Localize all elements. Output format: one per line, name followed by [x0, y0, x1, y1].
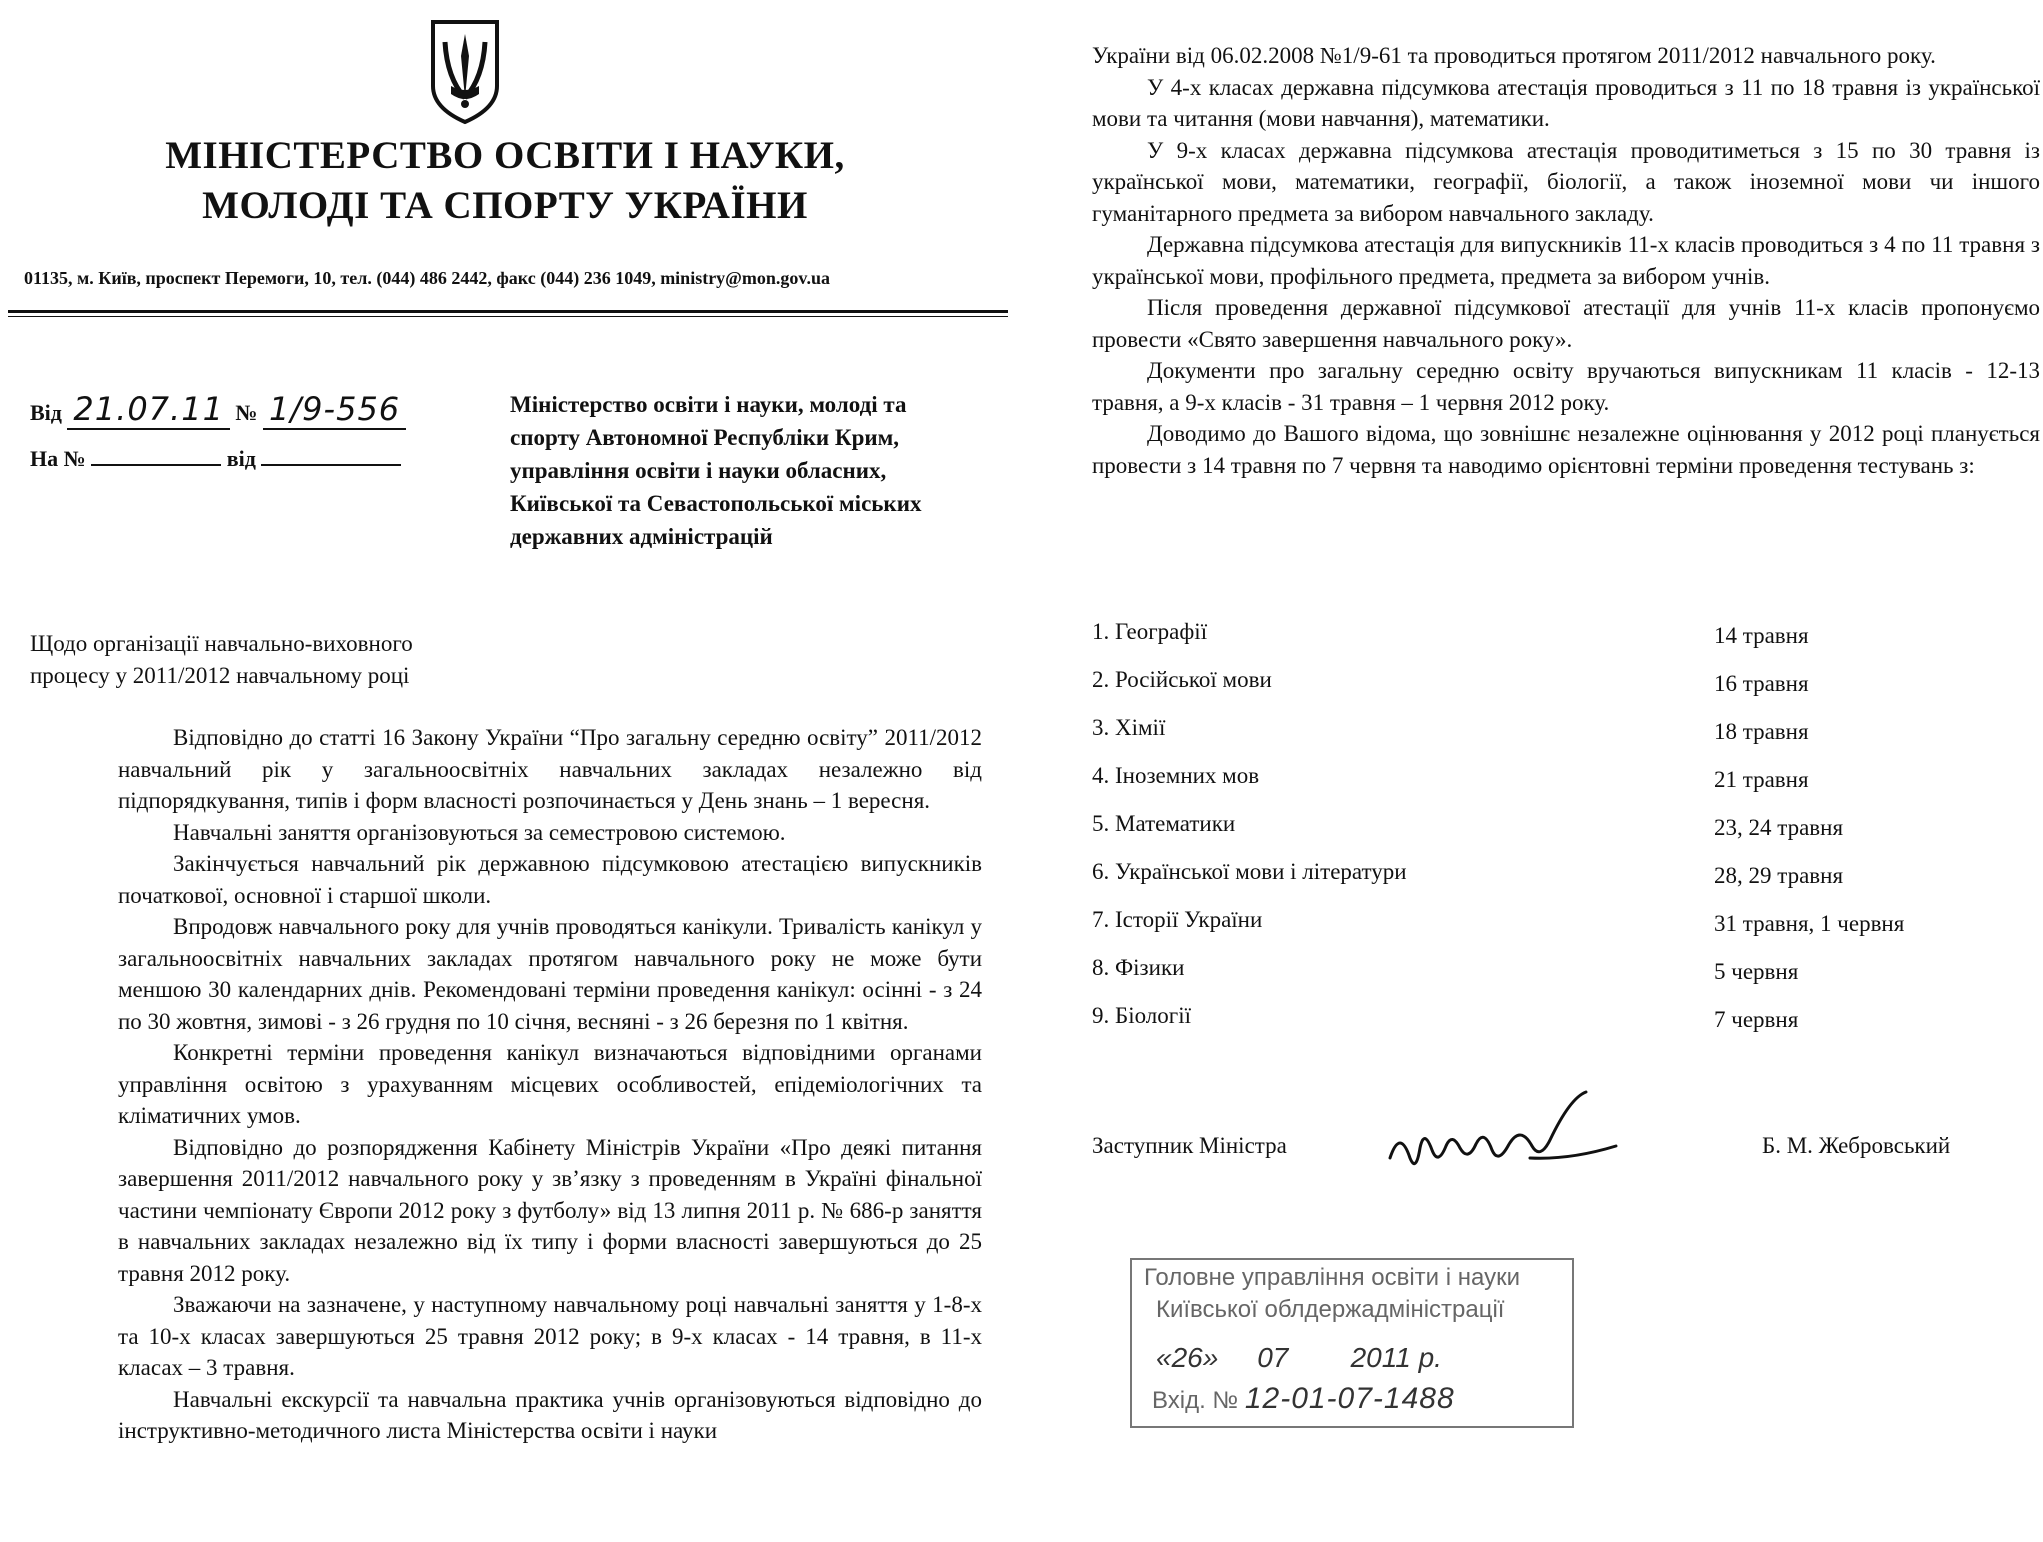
body-paragraph: Зважаючи на зазначене, у наступному навчальному році навчальні заняття у 1-8-х та 10-х класах завершуються 25 травня 2012 року; в 9-х класах - 14 травня, в 11-х класах – 3 травня. [118, 1292, 982, 1380]
right-body [1092, 40, 2040, 481]
stamp-line2: Київської облдержадміністрації [1156, 1296, 1505, 1323]
schedule-date: 5 червня [1714, 959, 1799, 984]
schedule-date: 14 травня [1714, 623, 1809, 648]
addressee-line: спорту Автономної Республіки Крим, [510, 425, 900, 450]
schedule-row [1092, 715, 2040, 763]
schedule-row [1092, 763, 2040, 811]
trident-emblem-icon [425, 16, 505, 126]
stamp-year: 2011 р. [1350, 1342, 1442, 1373]
schedule-row [1092, 1003, 2040, 1051]
right-page [1070, 0, 2043, 1542]
schedule-date: 21 травня [1714, 767, 1809, 792]
schedule-row [1092, 811, 2040, 859]
subject-line: Щодо організації навчально-виховного [30, 631, 413, 656]
testing-schedule [1092, 619, 2040, 1051]
stamp-day: «26» [1156, 1342, 1219, 1373]
schedule-subject: 6. Української мови і літератури [1092, 859, 1407, 884]
handwritten-signature [1380, 1088, 1620, 1178]
ref-date-blank [261, 464, 401, 466]
signatory-name: Б. М. Жебровський [1762, 1133, 1951, 1158]
body-paragraph: Державна підсумкова атестація для випускників 11-х класів проводиться з 4 по 11 травня з української мови, профільного предмета, предмета за вибором учнів. [1092, 232, 2040, 289]
schedule-subject: 1. Географії [1092, 619, 1208, 644]
schedule-subject: 4. Іноземних мов [1092, 763, 1260, 788]
left-body [118, 722, 982, 1447]
schedule-row [1092, 667, 2040, 715]
body-paragraph: Навчальні заняття організовуються за семестровою системою. [173, 819, 786, 845]
letter-subject [30, 628, 550, 692]
schedule-subject: 5. Математики [1092, 811, 1236, 836]
schedule-subject: 9. Біології [1092, 1003, 1191, 1028]
body-paragraph: У 4-х класах державна підсумкова атестація проводиться з 11 по 18 травня із української мови та читання (мови навчання), математики. [1092, 74, 2040, 131]
header-divider [8, 310, 1008, 313]
schedule-subject: 3. Хімії [1092, 715, 1166, 740]
schedule-date: 31 травня, 1 червня [1714, 911, 1905, 936]
body-paragraph: Конкретні терміни проведення канікул визначаються відповідними органами управління освітою з урахуванням місцевих особливостей, епідеміологічних та кліматичних умов. [118, 1040, 982, 1128]
number-label: № [235, 400, 258, 425]
schedule-subject: 7. Історії України [1092, 907, 1263, 932]
stamp-month: 07 [1257, 1342, 1289, 1373]
stamp-in-label: Вхід. № [1152, 1387, 1239, 1414]
body-paragraph: Відповідно до розпорядження Кабінету Міністрів України «Про деякі питання завершення 2011/2012 навчального року у зв’язку з проведенням в Україні фінальної частини чемпіонату Європи 2012 року з футболу» від 13 липня 2011 р. № 686-р заняття в навчальних закладах незалежно від їх типу і форми власності завершуються до 25 травня 2012 року. [118, 1134, 982, 1286]
ref-label: На № [30, 446, 86, 471]
schedule-row [1092, 619, 2040, 667]
schedule-row [1092, 907, 2040, 955]
ref-from-label: від [226, 446, 256, 471]
body-paragraph: Після проведення державної підсумкової атестації для учнів 11-х класів пропонуємо провести «Свято завершення навчального року». [1092, 295, 2040, 352]
stamp-date [1156, 1342, 1442, 1374]
schedule-row [1092, 859, 2040, 907]
ministry-title-line2: МОЛОДІ ТА СПОРТУ УКРАЇНИ [202, 184, 808, 227]
ministry-title-line1: МІНІСТЕРСТВО ОСВІТИ І НАУКИ, [165, 134, 845, 177]
ref-number-blank [91, 464, 221, 466]
body-paragraph: Документи про загальну середню освіту вручаються випускникам 11 класів - 12-13 травня, а 9-х класів - 31 травня – 1 червня 2012 року. [1092, 358, 2040, 415]
letter-date: 21.07.11 [67, 390, 230, 430]
stamp-line1: Головне управління освіти і науки [1144, 1264, 1520, 1291]
addressee-line: Міністерство освіти і науки, молоді та [510, 392, 907, 417]
schedule-row [1092, 955, 2040, 1003]
body-paragraph: Навчальні екскурсії та навчальна практика учнів організовуються відповідно до інструктивно-методичного листа Міністерства освіти і науки [118, 1386, 982, 1443]
addressee-line: державних адміністрацій [510, 524, 773, 549]
body-paragraph: Відповідно до статті 16 Закону України “Про загальну середню освіту” 2011/2012 навчальний рік у загальноосвітніх навчальних закладах незалежно від підпорядкування, типів і форм власності розпочинається у День знань – 1 вересня. [118, 725, 982, 813]
header-divider-thin [8, 316, 1008, 317]
letter-number: 1/9-556 [263, 390, 406, 430]
stamp-in-number: 12-01-07-1488 [1244, 1382, 1455, 1415]
schedule-date: 18 травня [1714, 719, 1809, 744]
left-page [0, 0, 1010, 1542]
body-paragraph: У 9-х класах державна підсумкова атестація проводитиметься з 15 по 30 травня із української мови, математики, географії, біології, а також іноземної мови чи іншого гуманітарного предмета за вибором навчального закладу. [1092, 137, 2040, 226]
registration-line [30, 390, 406, 430]
ministry-address: 01135, м. Київ, проспект Перемоги, 10, тел. (044) 486 2442, факс (044) 236 1049, ministry@mon.gov.ua [24, 268, 830, 288]
schedule-date: 28, 29 травня [1714, 863, 1844, 888]
signatory-title: Заступник Міністра [1092, 1133, 1287, 1158]
incoming-stamp [1130, 1258, 1574, 1428]
body-paragraph: України від 06.02.2008 №1/9-61 та проводиться протягом 2011/2012 навчального року. [1092, 43, 1936, 68]
schedule-date: 23, 24 травня [1714, 815, 1844, 840]
addressee-line: Київської та Севастопольської міських [510, 491, 922, 516]
stamp-incoming-number [1152, 1382, 1455, 1416]
schedule-subject: 8. Фізики [1092, 955, 1185, 980]
subject-line: процесу у 2011/2012 навчальному році [30, 663, 410, 688]
schedule-date: 7 червня [1714, 1007, 1799, 1032]
addressee-line: управління освіти і науки обласних, [510, 458, 887, 483]
body-paragraph: Доводимо до Вашого відома, що зовнішнє незалежне оцінювання у 2012 році планується провести з 14 травня по 7 червня та наводимо орієнтовні терміни проведення тестувань з: [1092, 421, 2040, 478]
addressee-block [510, 388, 990, 553]
body-paragraph: Впродовж навчального року для учнів проводяться канікули. Тривалість канікул у загальноосвітніх навчальних закладах протягом навчального року не може бути меншою 30 календарних днів. Рекомендовані терміни проведення канікул: осінні - з 24 по 30 жовтня, зимові - з 26 грудня по 10 січня, весняні - з 26 березня по 1 квітня. [118, 914, 982, 1034]
schedule-date: 16 травня [1714, 671, 1809, 696]
body-paragraph: Закінчується навчальний рік державною підсумковою атестацією випускників початкової, основної і старшої школи. [118, 851, 982, 908]
from-label: Від [30, 400, 62, 425]
schedule-subject: 2. Російської мови [1092, 667, 1272, 692]
reference-line [30, 446, 401, 472]
